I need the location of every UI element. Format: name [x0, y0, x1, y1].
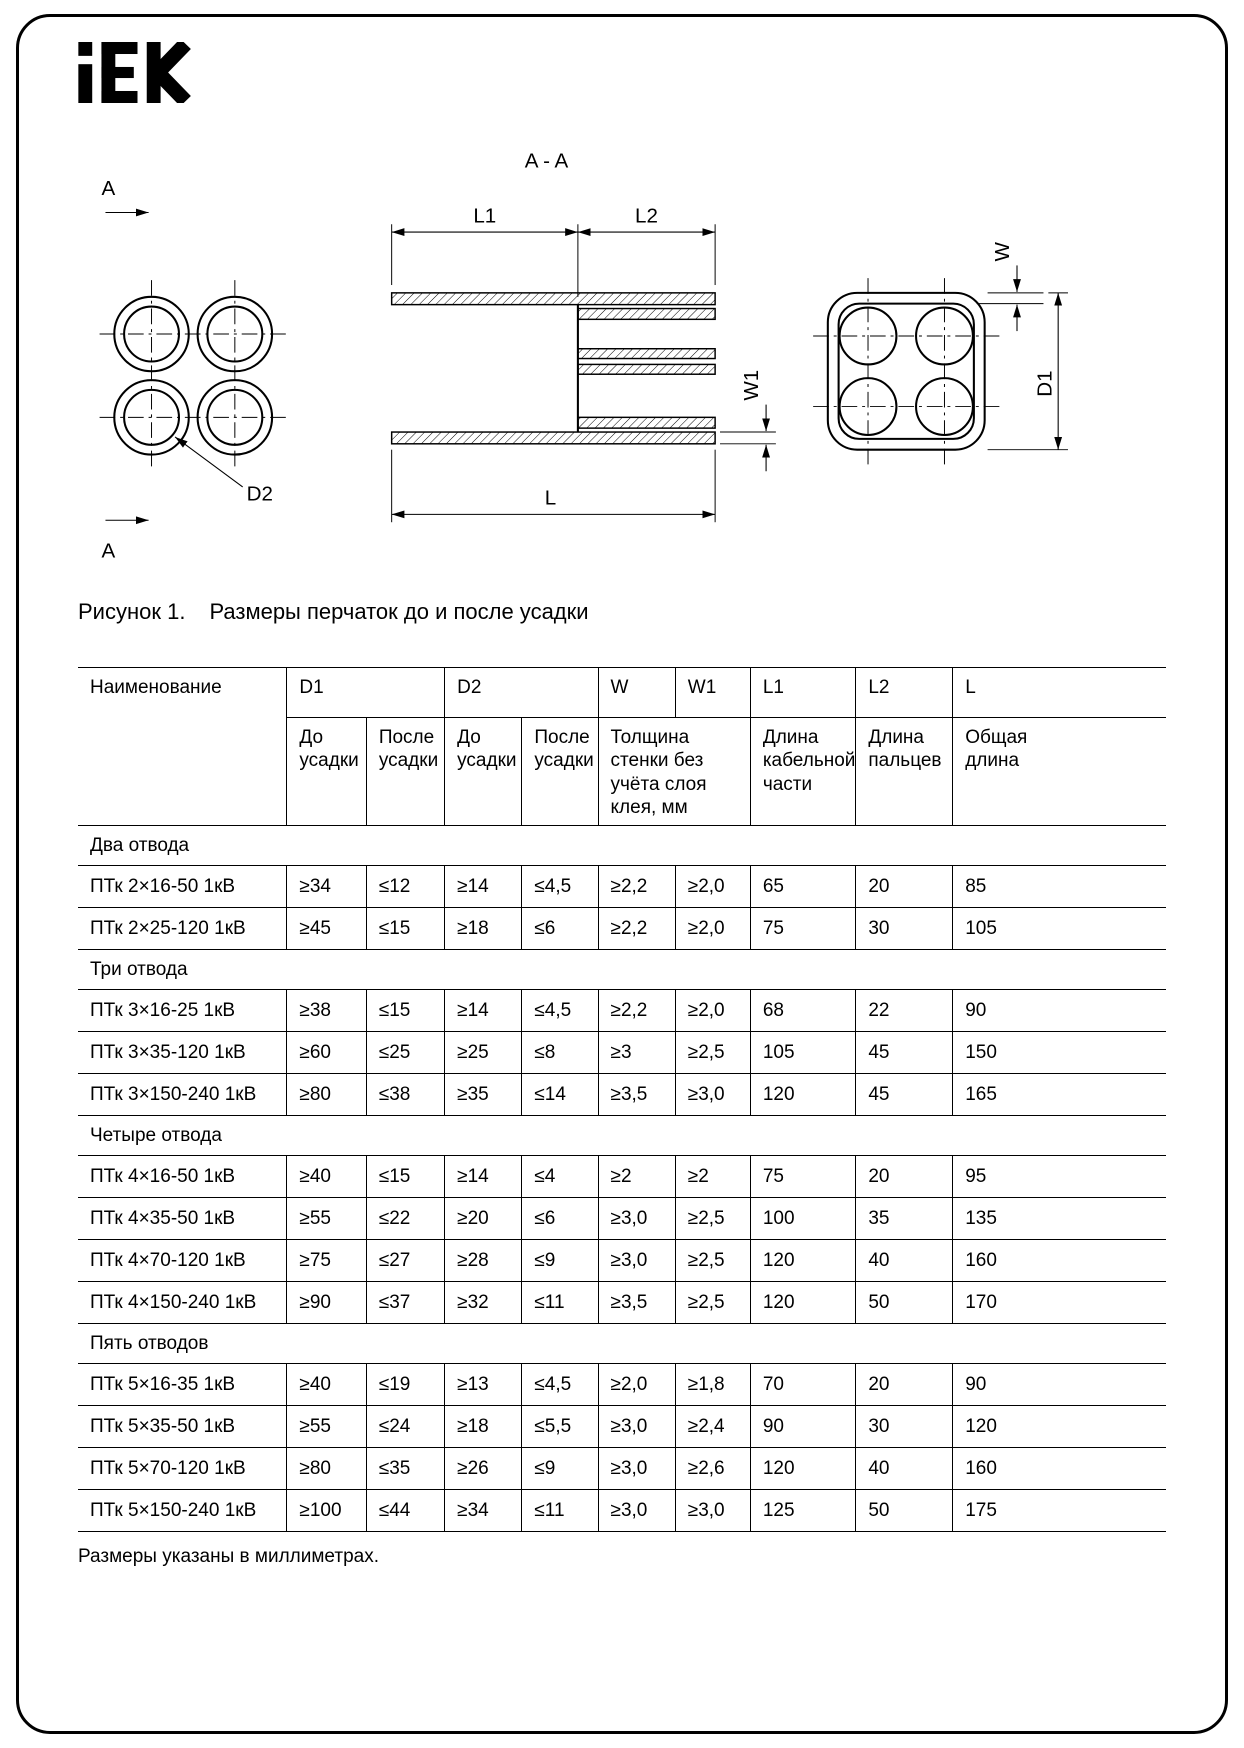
value-cell: 35: [856, 1197, 953, 1239]
group-title: Пять отводов: [78, 1323, 1166, 1363]
group-title: Три отвода: [78, 949, 1166, 989]
value-cell: 160: [953, 1239, 1166, 1281]
iek-logo: [78, 42, 1166, 104]
table-header: [78, 668, 1166, 826]
longitudinal-section-view: [392, 149, 776, 522]
value-cell: 20: [856, 1155, 953, 1197]
label-d2: D2: [246, 482, 273, 506]
value-cell: ≥18: [445, 1405, 522, 1447]
col-header-l: L: [953, 668, 1166, 718]
product-name-cell: ПТк 2×25-120 1кВ: [78, 907, 287, 949]
finger-wall: [578, 309, 715, 320]
value-cell: ≥3,0: [675, 1489, 750, 1531]
value-cell: 40: [856, 1447, 953, 1489]
drawing-canvas: [78, 138, 1166, 569]
table-row: [78, 1073, 1166, 1115]
value-cell: ≤15: [366, 989, 444, 1031]
value-cell: ≥28: [445, 1239, 522, 1281]
product-name-cell: ПТк 4×35-50 1кВ: [78, 1197, 287, 1239]
value-cell: ≤9: [522, 1447, 598, 1489]
value-cell: ≥80: [287, 1447, 366, 1489]
col-header-w1: W1: [675, 668, 750, 718]
value-cell: 75: [750, 907, 856, 949]
table-row: [78, 1363, 1166, 1405]
value-cell: ≤4,5: [522, 989, 598, 1031]
value-cell: ≥40: [287, 1155, 366, 1197]
value-cell: ≤38: [366, 1073, 444, 1115]
value-cell: 85: [953, 865, 1166, 907]
value-cell: 160: [953, 1447, 1166, 1489]
value-cell: ≥2,5: [675, 1239, 750, 1281]
label-w1: W1: [740, 369, 764, 401]
value-cell: ≥25: [445, 1031, 522, 1073]
col-subheader-total-length: [953, 718, 1166, 826]
value-cell: ≥3,5: [598, 1281, 675, 1323]
col-subheader-cable-length: Длина кабельной части: [750, 718, 856, 826]
value-cell: ≤5,5: [522, 1405, 598, 1447]
value-cell: ≥3,5: [598, 1073, 675, 1115]
table-row: [78, 907, 1166, 949]
value-cell: 30: [856, 1405, 953, 1447]
table-row: [78, 1197, 1166, 1239]
col-header-l1: L1: [750, 668, 856, 718]
value-cell: ≥40: [287, 1363, 366, 1405]
value-cell: ≤15: [366, 907, 444, 949]
value-cell: ≤4,5: [522, 1363, 598, 1405]
product-name-cell: ПТк 4×150-240 1кВ: [78, 1281, 287, 1323]
value-cell: ≥32: [445, 1281, 522, 1323]
value-cell: 68: [750, 989, 856, 1031]
value-cell: ≤11: [522, 1489, 598, 1531]
value-cell: ≥100: [287, 1489, 366, 1531]
product-name-cell: ПТк 5×70-120 1кВ: [78, 1447, 287, 1489]
table-row: [78, 1447, 1166, 1489]
units-footnote: Размеры указаны в миллиметрах.: [78, 1545, 379, 1567]
product-name-cell: ПТк 5×150-240 1кВ: [78, 1489, 287, 1531]
figure-caption: [78, 599, 1166, 625]
product-name-cell: ПТк 5×35-50 1кВ: [78, 1405, 287, 1447]
value-cell: ≥80: [287, 1073, 366, 1115]
cross-section-view: [100, 177, 289, 563]
value-cell: ≤37: [366, 1281, 444, 1323]
value-cell: 90: [953, 1363, 1166, 1405]
table-row: [78, 1031, 1166, 1073]
product-name-cell: ПТк 4×16-50 1кВ: [78, 1155, 287, 1197]
label-w: W: [991, 242, 1015, 262]
value-cell: ≥3,0: [598, 1447, 675, 1489]
value-cell: ≥2,0: [675, 865, 750, 907]
table-row: [78, 1281, 1166, 1323]
value-cell: 100: [750, 1197, 856, 1239]
value-cell: ≥75: [287, 1239, 366, 1281]
value-cell: ≤24: [366, 1405, 444, 1447]
value-cell: ≤22: [366, 1197, 444, 1239]
glove-body-inner-outline: [839, 304, 974, 439]
glove-body-outline: [828, 293, 985, 450]
col-subheader-wall-thickness: Толщина стенки без учёта слоя клея, мм: [598, 718, 750, 826]
value-cell: ≥2,6: [675, 1447, 750, 1489]
table-header-row-1: [78, 668, 1166, 718]
value-cell: ≥14: [445, 989, 522, 1031]
value-cell: ≥14: [445, 865, 522, 907]
value-cell: 165: [953, 1073, 1166, 1115]
table-group-row: [78, 949, 1166, 989]
col-header-l2: L2: [856, 668, 953, 718]
value-cell: ≤12: [366, 865, 444, 907]
value-cell: 125: [750, 1489, 856, 1531]
value-cell: 50: [856, 1281, 953, 1323]
finger-wall: [578, 417, 715, 428]
product-name-cell: ПТк 5×16-35 1кВ: [78, 1363, 287, 1405]
figure-caption-label: Рисунок 1.: [78, 599, 186, 625]
value-cell: ≤27: [366, 1239, 444, 1281]
col-subheader-d1-after: После усадки: [366, 718, 444, 826]
value-cell: ≤14: [522, 1073, 598, 1115]
value-cell: ≥38: [287, 989, 366, 1031]
value-cell: 120: [750, 1073, 856, 1115]
finger-wall: [578, 364, 715, 374]
value-cell: ≥34: [445, 1489, 522, 1531]
col-header-d1: D1: [287, 668, 445, 718]
value-cell: ≥2,2: [598, 907, 675, 949]
value-cell: 75: [750, 1155, 856, 1197]
value-cell: ≤4: [522, 1155, 598, 1197]
value-cell: ≤6: [522, 1197, 598, 1239]
product-name-cell: ПТк 3×35-120 1кВ: [78, 1031, 287, 1073]
label-section-a-top: A: [101, 176, 116, 200]
value-cell: ≥1,8: [675, 1363, 750, 1405]
value-cell: ≤8: [522, 1031, 598, 1073]
value-cell: 65: [750, 865, 856, 907]
outer-wall-bottom: [392, 432, 715, 444]
value-cell: ≤44: [366, 1489, 444, 1531]
product-name-cell: ПТк 3×150-240 1кВ: [78, 1073, 287, 1115]
value-cell: ≤35: [366, 1447, 444, 1489]
product-name-cell: ПТк 4×70-120 1кВ: [78, 1239, 287, 1281]
value-cell: ≤25: [366, 1031, 444, 1073]
value-cell: ≤4,5: [522, 865, 598, 907]
col-subheader-d2-before: До усадки: [445, 718, 522, 826]
value-cell: 90: [953, 989, 1166, 1031]
table-group-row: [78, 1115, 1166, 1155]
value-cell: ≥2,0: [675, 989, 750, 1031]
value-cell: 30: [856, 907, 953, 949]
value-cell: ≥60: [287, 1031, 366, 1073]
table-row: [78, 1155, 1166, 1197]
value-cell: ≥2,5: [675, 1281, 750, 1323]
value-cell: 45: [856, 1031, 953, 1073]
col-subheader-d2-after: После усадки: [522, 718, 598, 826]
value-cell: 175: [953, 1489, 1166, 1531]
value-cell: ≥3,0: [598, 1239, 675, 1281]
table-row: [78, 1489, 1166, 1531]
value-cell: 20: [856, 865, 953, 907]
table-row: [78, 865, 1166, 907]
col-header-d2: D2: [445, 668, 598, 718]
product-name-cell: ПТк 3×16-25 1кВ: [78, 989, 287, 1031]
table-row: [78, 989, 1166, 1031]
label-d1: D1: [1033, 370, 1057, 397]
value-cell: ≥13: [445, 1363, 522, 1405]
value-cell: 120: [750, 1447, 856, 1489]
value-cell: ≥2,2: [598, 989, 675, 1031]
label-l: L: [544, 486, 557, 510]
value-cell: ≥2,4: [675, 1405, 750, 1447]
table-group-row: [78, 1323, 1166, 1363]
value-cell: ≥26: [445, 1447, 522, 1489]
value-cell: 170: [953, 1281, 1166, 1323]
value-cell: 135: [953, 1197, 1166, 1239]
col-subheader-total-length-text: Общая длина: [965, 727, 1028, 772]
dimensions-table: [78, 667, 1166, 1532]
col-header-w: W: [598, 668, 675, 718]
value-cell: ≥2,0: [598, 1363, 675, 1405]
technical-drawing: [78, 138, 1166, 569]
col-subheader-finger-length: Длина пальцев: [856, 718, 953, 826]
spec-table-body: [78, 825, 1166, 1531]
value-cell: 40: [856, 1239, 953, 1281]
value-cell: ≥90: [287, 1281, 366, 1323]
finger-wall: [578, 349, 715, 359]
label-section-title: A - A: [524, 149, 569, 173]
value-cell: ≥2: [598, 1155, 675, 1197]
col-subheader-d1-before: До усадки: [287, 718, 366, 826]
value-cell: 105: [953, 907, 1166, 949]
value-cell: ≥3: [598, 1031, 675, 1073]
value-cell: ≤9: [522, 1239, 598, 1281]
value-cell: ≥55: [287, 1405, 366, 1447]
value-cell: ≥2: [675, 1155, 750, 1197]
value-cell: 150: [953, 1031, 1166, 1073]
value-cell: ≥35: [445, 1073, 522, 1115]
label-l1: L1: [473, 204, 497, 228]
group-title: Два отвода: [78, 825, 1166, 865]
product-name-cell: ПТк 2×16-50 1кВ: [78, 865, 287, 907]
value-cell: 50: [856, 1489, 953, 1531]
figure-caption-text: Размеры перчаток до и после усадки: [209, 599, 589, 625]
value-cell: 120: [953, 1405, 1166, 1447]
value-cell: ≥3,0: [598, 1197, 675, 1239]
value-cell: ≥55: [287, 1197, 366, 1239]
value-cell: ≥2,2: [598, 865, 675, 907]
iek-logo-graphic: [78, 42, 197, 103]
value-cell: ≥45: [287, 907, 366, 949]
value-cell: ≥3,0: [598, 1405, 675, 1447]
end-view: [813, 241, 1068, 464]
value-cell: ≤6: [522, 907, 598, 949]
value-cell: ≥3,0: [675, 1073, 750, 1115]
value-cell: ≥2,5: [675, 1197, 750, 1239]
value-cell: ≥18: [445, 907, 522, 949]
table-group-row: [78, 825, 1166, 865]
outer-wall-top: [392, 293, 715, 305]
value-cell: 45: [856, 1073, 953, 1115]
col-header-name: Наименование: [78, 668, 287, 826]
value-cell: 120: [750, 1281, 856, 1323]
value-cell: 70: [750, 1363, 856, 1405]
label-section-a-bottom: A: [101, 539, 116, 563]
value-cell: ≥14: [445, 1155, 522, 1197]
value-cell: ≥34: [287, 865, 366, 907]
group-title: Четыре отвода: [78, 1115, 1166, 1155]
value-cell: ≤19: [366, 1363, 444, 1405]
value-cell: ≥20: [445, 1197, 522, 1239]
label-l2: L2: [635, 204, 658, 228]
value-cell: ≥3,0: [598, 1489, 675, 1531]
table-row: [78, 1239, 1166, 1281]
value-cell: 105: [750, 1031, 856, 1073]
value-cell: 90: [750, 1405, 856, 1447]
value-cell: 120: [750, 1239, 856, 1281]
value-cell: ≤15: [366, 1155, 444, 1197]
table-row: [78, 1405, 1166, 1447]
value-cell: 20: [856, 1363, 953, 1405]
value-cell: 22: [856, 989, 953, 1031]
value-cell: ≥2,0: [675, 907, 750, 949]
value-cell: 95: [953, 1155, 1166, 1197]
value-cell: ≤11: [522, 1281, 598, 1323]
value-cell: ≥2,5: [675, 1031, 750, 1073]
